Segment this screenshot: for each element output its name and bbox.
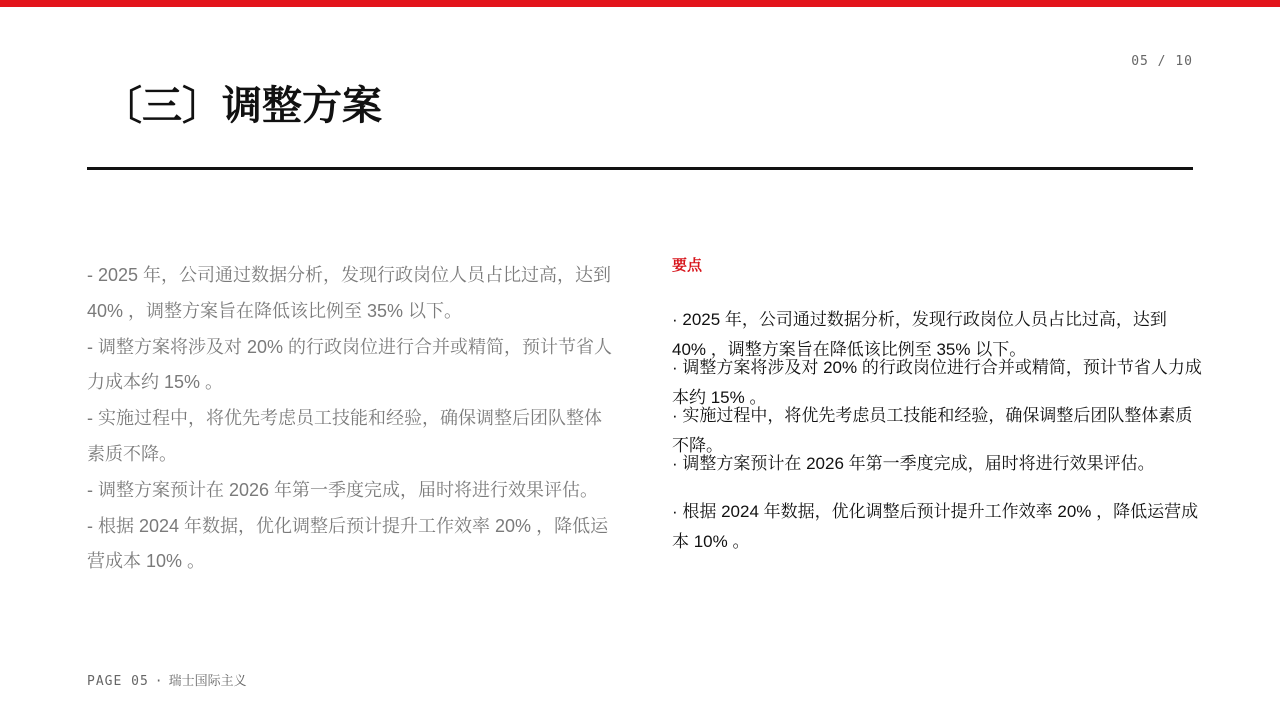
key-point-item: · 根据 2024 年数据，优化调整后预计提升工作效率 20% ，降低运营成本 10% 。 [672,502,1199,551]
page-indicator: 05 / 10 [1131,54,1193,69]
footer-separator: · [154,674,163,689]
key-point-item: · 2025 年，公司通过数据分析，发现行政岗位人员占比过高，达到 40% ，调整方案旨在降低该比例至 35% 以下。 [672,310,1167,359]
key-points-panel [672,255,1202,551]
footer-page-label: PAGE 05 [87,674,149,689]
body-text [87,258,617,580]
page-title: 〔三〕调整方案 [102,83,382,129]
key-points-list [672,305,1202,551]
body-paragraph: - 调整方案将涉及对 20% 的行政岗位进行合并或精简，预计节省人力成本约 15% 。 [87,336,613,393]
key-point-item: · 实施过程中，将优先考虑员工技能和经验，确保调整后团队整体素质不降。 [672,406,1193,455]
footer [87,670,247,689]
body-paragraph: - 2025 年，公司通过数据分析，发现行政岗位人员占比过高，达到 40% ，调整方案旨在降低该比例至 35% 以下。 [87,265,612,321]
key-point-item: · 调整方案预计在 2026 年第一季度完成，届时将进行效果评估。 [672,454,1155,473]
key-point-item: · 调整方案将涉及对 20% 的行政岗位进行合并或精简，预计节省人力成本约 15% 。 [672,358,1202,407]
key-points-label: 要点 [672,256,703,274]
title-divider [87,167,1193,170]
top-accent-bar [0,0,1280,7]
body-paragraph: - 实施过程中，将优先考虑员工技能和经验，确保调整后团队整体素质不降。 [87,408,602,464]
body-paragraph: - 调整方案预计在 2026 年第一季度完成，届时将进行效果评估。 [87,479,599,500]
body-paragraph: - 根据 2024 年数据，优化调整后预计提升工作效率 20% ，降低运营成本 10% 。 [87,515,609,572]
footer-brand: 瑞士国际主义 [168,674,247,689]
